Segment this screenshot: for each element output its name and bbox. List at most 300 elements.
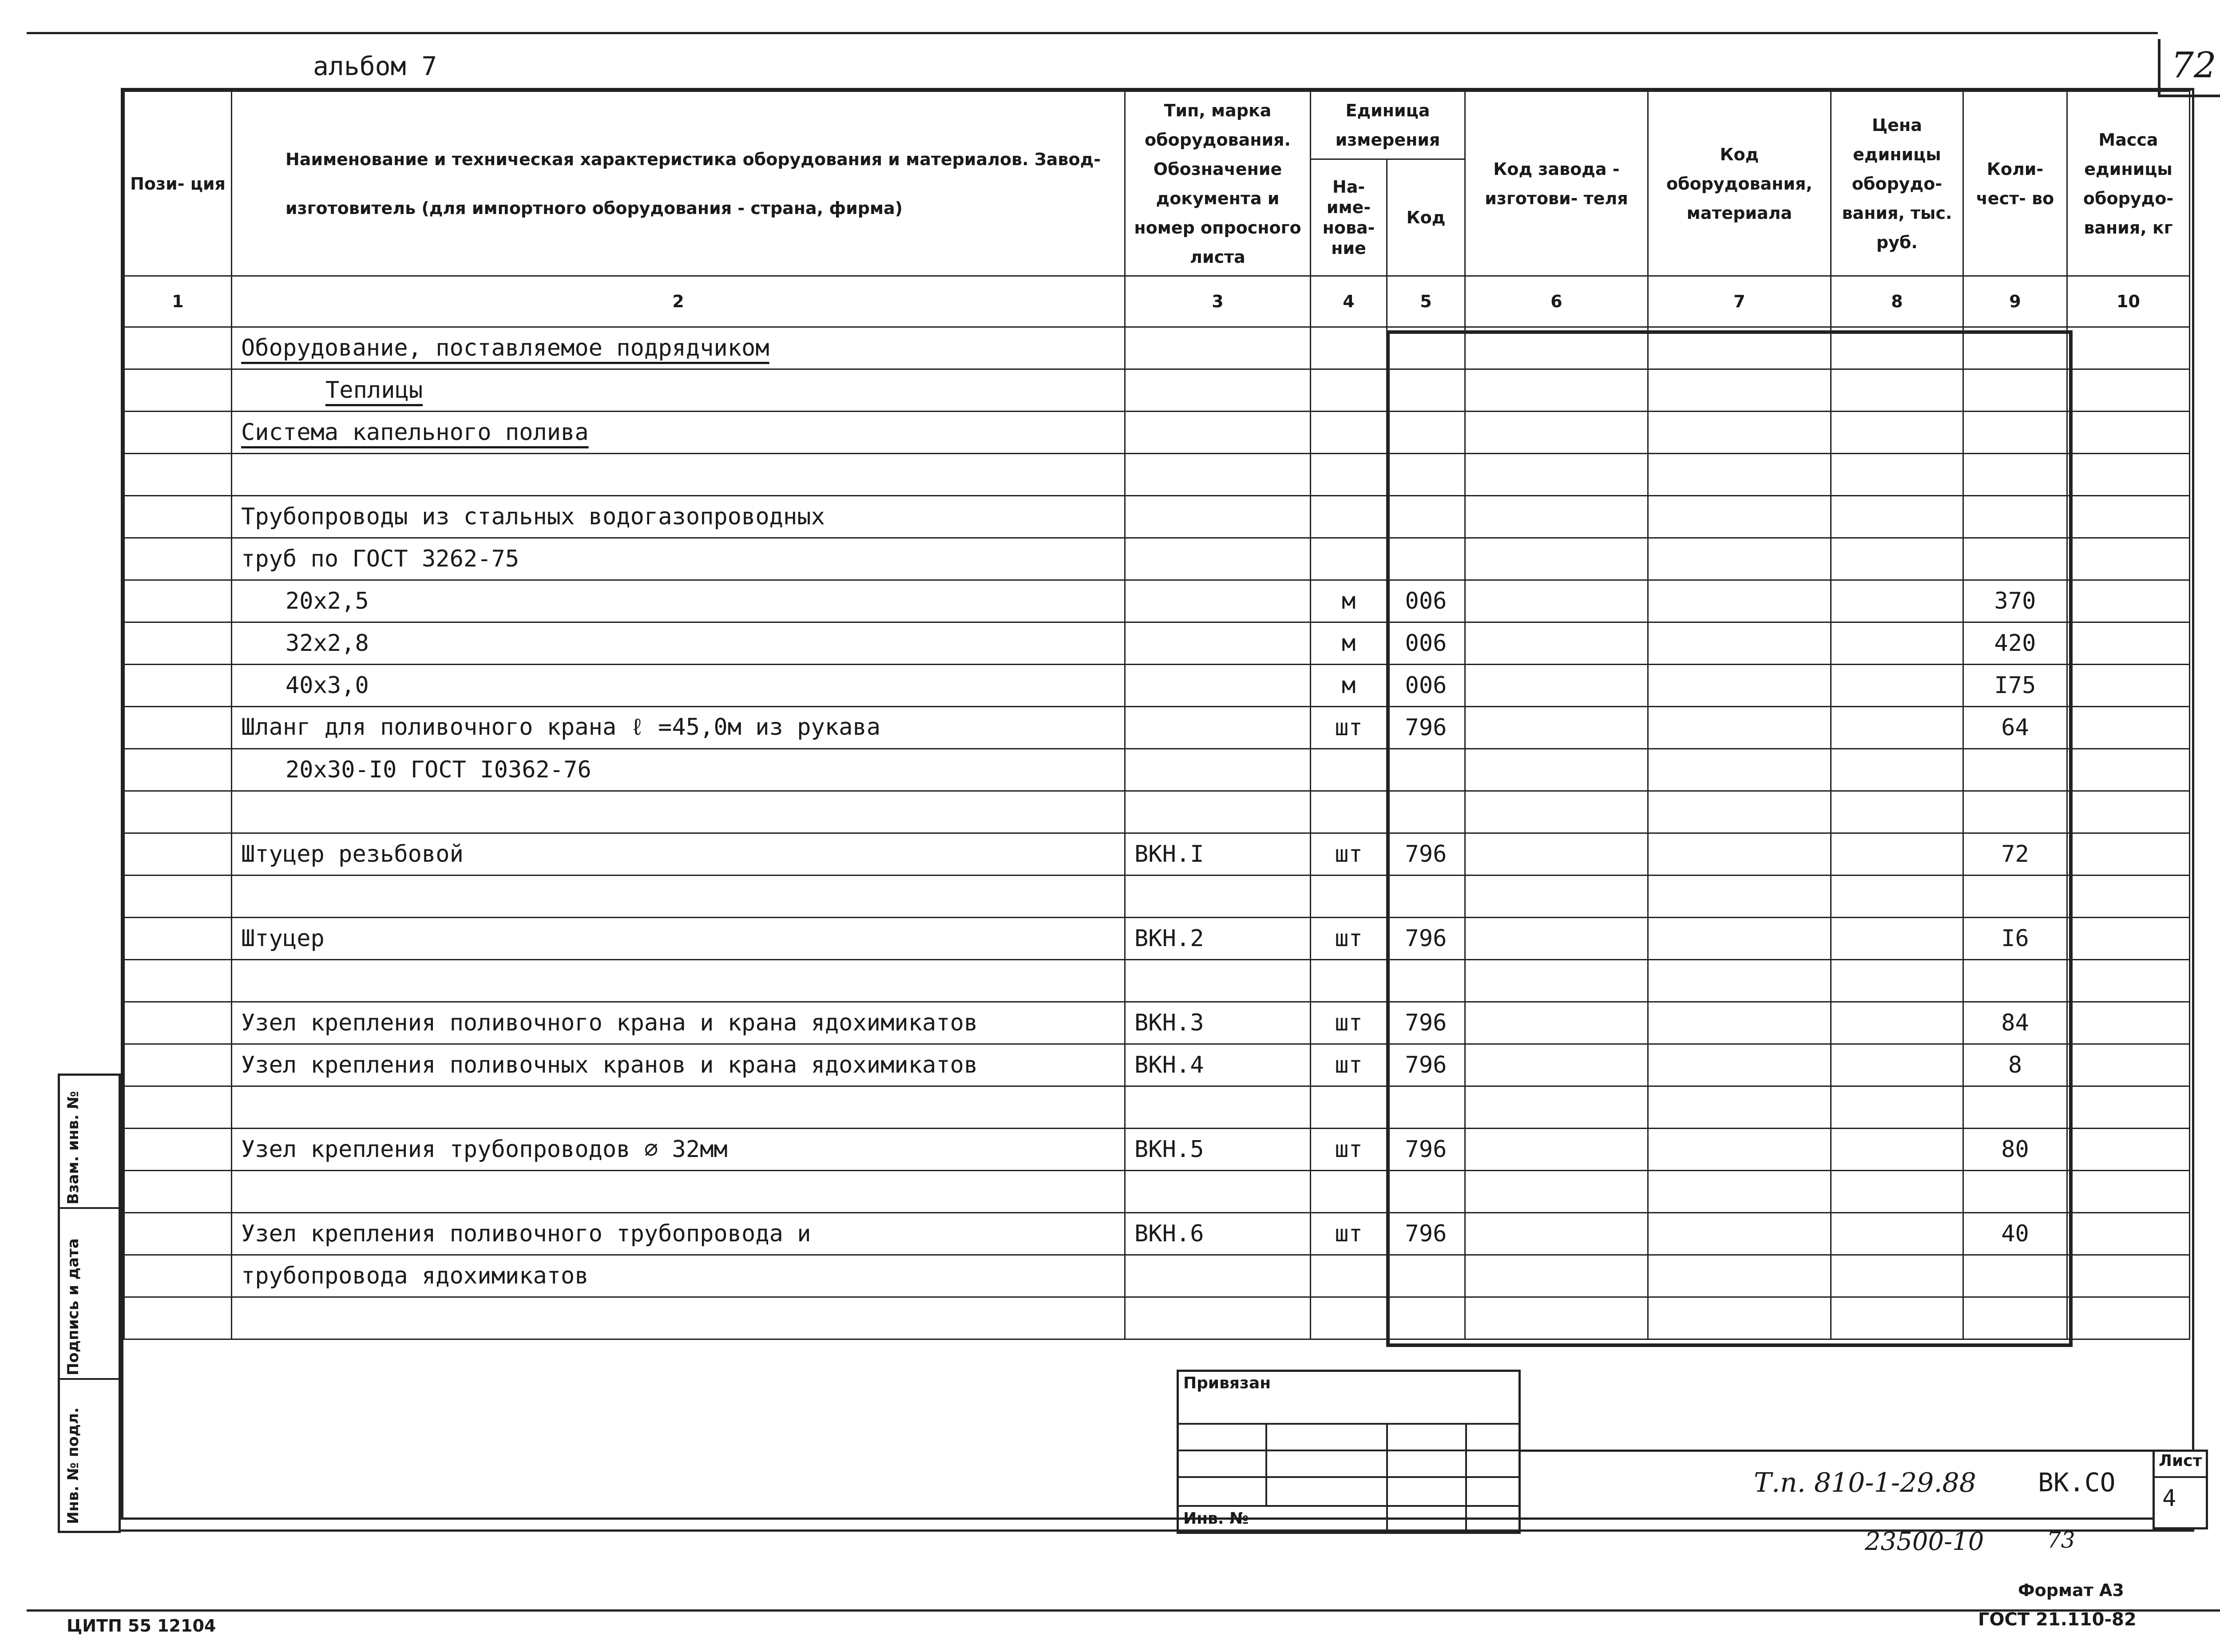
cell-equip bbox=[1648, 369, 1831, 412]
cell-price bbox=[1831, 1002, 1963, 1044]
cell-name: 40x3,0 bbox=[232, 665, 1125, 707]
cell-qty bbox=[1963, 369, 2067, 412]
cell-plant bbox=[1465, 496, 1648, 538]
cell-name: Система капельного полива bbox=[232, 412, 1125, 454]
sheet-label: Лист bbox=[2159, 1452, 2202, 1470]
cell-code: 796 bbox=[1387, 1044, 1465, 1086]
cell-pos bbox=[124, 749, 232, 791]
cell-pos bbox=[124, 918, 232, 960]
cell-code: 006 bbox=[1387, 665, 1465, 707]
table-row bbox=[124, 1002, 2190, 1044]
privyazan-row-line bbox=[1177, 1476, 1521, 1478]
cell-name: Оборудование, поставляемое подрядчиком bbox=[232, 327, 1125, 369]
cell-qty: I75 bbox=[1963, 665, 2067, 707]
cell-unit: м bbox=[1311, 665, 1387, 707]
header-pos: Пози- ция bbox=[124, 91, 232, 276]
table-body bbox=[124, 327, 2190, 1339]
cell-price bbox=[1831, 327, 1963, 369]
cell-mark: ВКН.5 bbox=[1125, 1129, 1311, 1171]
archive-number: 23500-10 bbox=[1865, 1527, 1984, 1556]
column-number-row bbox=[124, 276, 2190, 327]
cell-name: трубопровода ядохимикатов bbox=[232, 1255, 1125, 1297]
table-row bbox=[124, 707, 2190, 749]
cell-mass bbox=[2067, 1171, 2190, 1213]
cell-name bbox=[232, 876, 1125, 918]
cell-qty bbox=[1963, 1171, 2067, 1213]
cell-plant bbox=[1465, 1044, 1648, 1086]
cell-qty bbox=[1963, 538, 2067, 580]
cell-mass bbox=[2067, 707, 2190, 749]
cell-qty: 72 bbox=[1963, 833, 2067, 876]
cell-equip bbox=[1648, 496, 1831, 538]
cell-pos bbox=[124, 876, 232, 918]
table-row bbox=[124, 412, 2190, 454]
cell-qty: 370 bbox=[1963, 580, 2067, 622]
cell-mass bbox=[2067, 538, 2190, 580]
cell-equip bbox=[1648, 749, 1831, 791]
cell-pos bbox=[124, 791, 232, 833]
cell-plant bbox=[1465, 1171, 1648, 1213]
privyazan-row-line bbox=[1177, 1505, 1521, 1507]
cell-equip bbox=[1648, 1129, 1831, 1171]
privyazan-col-line bbox=[1465, 1423, 1467, 1534]
cell-unit: шт bbox=[1311, 918, 1387, 960]
cell-pos bbox=[124, 833, 232, 876]
side-cell-inv-podl bbox=[60, 1380, 119, 1531]
table-row bbox=[124, 1044, 2190, 1086]
cell-price bbox=[1831, 369, 1963, 412]
cell-mass bbox=[2067, 876, 2190, 918]
cell-name bbox=[232, 791, 1125, 833]
cell-mass bbox=[2067, 833, 2190, 876]
table-row bbox=[124, 665, 2190, 707]
cell-mark: ВКН.I bbox=[1125, 833, 1311, 876]
privyazan-row-line bbox=[1177, 1450, 1521, 1451]
cell-mark bbox=[1125, 327, 1311, 369]
table-row bbox=[124, 622, 2190, 665]
cell-plant bbox=[1465, 412, 1648, 454]
cell-name: Узел крепления поливочных кранов и крана ядохимикатов bbox=[232, 1044, 1125, 1086]
cell-qty: 64 bbox=[1963, 707, 2067, 749]
cell-code bbox=[1387, 327, 1465, 369]
cell-unit: шт bbox=[1311, 1129, 1387, 1171]
cell-equip bbox=[1648, 327, 1831, 369]
cell-qty bbox=[1963, 454, 2067, 496]
table-row bbox=[124, 580, 2190, 622]
cell-mark bbox=[1125, 369, 1311, 412]
cell-mark bbox=[1125, 1297, 1311, 1339]
cell-unit: м bbox=[1311, 580, 1387, 622]
cell-mass bbox=[2067, 454, 2190, 496]
cell-name: Узел крепления поливочного крана и крана ядохимикатов bbox=[232, 1002, 1125, 1044]
sheet-corner-number: 72 bbox=[2171, 44, 2216, 86]
col-number: 9 bbox=[1963, 276, 2067, 327]
header-unit-name: На- име- нова- ние bbox=[1311, 159, 1387, 276]
cell-unit bbox=[1311, 749, 1387, 791]
cell-qty: 84 bbox=[1963, 1002, 2067, 1044]
gost-label: ГОСТ 21.110-82 bbox=[1978, 1609, 2137, 1630]
cell-mark bbox=[1125, 580, 1311, 622]
cell-name bbox=[232, 1086, 1125, 1129]
privyazan-col-line bbox=[1265, 1423, 1267, 1505]
cell-unit: шт bbox=[1311, 1213, 1387, 1255]
col-number: 8 bbox=[1831, 276, 1963, 327]
cell-pos bbox=[124, 412, 232, 454]
cell-code: 796 bbox=[1387, 833, 1465, 876]
side-label-inv-vzam: Взам. инв. № bbox=[64, 1091, 82, 1204]
cell-unit bbox=[1311, 369, 1387, 412]
col-number: 5 bbox=[1387, 276, 1465, 327]
cell-mark: ВКН.2 bbox=[1125, 918, 1311, 960]
document-mark: ВК.СО bbox=[2038, 1467, 2116, 1497]
col-number: 4 bbox=[1311, 276, 1387, 327]
side-cell-inv-vzam bbox=[60, 1076, 119, 1209]
cell-mark: ВКН.6 bbox=[1125, 1213, 1311, 1255]
cell-unit: шт bbox=[1311, 1044, 1387, 1086]
sheet-box-divider bbox=[2153, 1476, 2208, 1478]
table-row bbox=[124, 1086, 2190, 1129]
cell-pos bbox=[124, 665, 232, 707]
col-number: 3 bbox=[1125, 276, 1311, 327]
table-row bbox=[124, 496, 2190, 538]
cell-mark: ВКН.4 bbox=[1125, 1044, 1311, 1086]
cell-mass bbox=[2067, 1255, 2190, 1297]
cell-qty bbox=[1963, 749, 2067, 791]
cell-code bbox=[1387, 454, 1465, 496]
cell-pos bbox=[124, 1044, 232, 1086]
cell-name: Штуцер bbox=[232, 918, 1125, 960]
table-row bbox=[124, 833, 2190, 876]
cell-name: Теплицы bbox=[232, 369, 1125, 412]
cell-plant bbox=[1465, 833, 1648, 876]
cell-price bbox=[1831, 876, 1963, 918]
cell-qty: I6 bbox=[1963, 918, 2067, 960]
cell-equip bbox=[1648, 1171, 1831, 1213]
cell-equip bbox=[1648, 833, 1831, 876]
cell-equip bbox=[1648, 580, 1831, 622]
cell-mark bbox=[1125, 412, 1311, 454]
header-equip-code: Код оборудования, материала bbox=[1648, 91, 1831, 276]
table-row bbox=[124, 1213, 2190, 1255]
table-row bbox=[124, 876, 2190, 918]
cell-equip bbox=[1648, 1002, 1831, 1044]
cell-pos bbox=[124, 1213, 232, 1255]
title-block-line bbox=[1521, 1450, 2194, 1452]
cell-price bbox=[1831, 1086, 1963, 1129]
cell-mark bbox=[1125, 1171, 1311, 1213]
header-unit-code: Код bbox=[1387, 159, 1465, 276]
cell-name: Штуцер резьбовой bbox=[232, 833, 1125, 876]
cell-unit bbox=[1311, 454, 1387, 496]
cell-qty: 80 bbox=[1963, 1129, 2067, 1171]
cell-plant bbox=[1465, 1129, 1648, 1171]
cell-pos bbox=[124, 1255, 232, 1297]
header-price: Цена единицы оборудо- вания, тыс. руб. bbox=[1831, 91, 1963, 276]
cell-code: 796 bbox=[1387, 707, 1465, 749]
privyazan-label: Привязан bbox=[1183, 1374, 1271, 1392]
cell-equip bbox=[1648, 1044, 1831, 1086]
top-rule bbox=[27, 32, 2158, 34]
cell-mass bbox=[2067, 369, 2190, 412]
cell-pos bbox=[124, 707, 232, 749]
col-number: 6 bbox=[1465, 276, 1648, 327]
cell-mark bbox=[1125, 960, 1311, 1002]
cell-plant bbox=[1465, 327, 1648, 369]
cell-plant bbox=[1465, 1002, 1648, 1044]
cell-mass bbox=[2067, 412, 2190, 454]
cell-name: Узел крепления трубопроводов ∅ 32мм bbox=[232, 1129, 1125, 1171]
cell-equip bbox=[1648, 412, 1831, 454]
cell-plant bbox=[1465, 918, 1648, 960]
header-unit: Единица измерения bbox=[1311, 91, 1465, 159]
cell-plant bbox=[1465, 876, 1648, 918]
cell-pos bbox=[124, 1171, 232, 1213]
header-type: Тип, марка оборудования. Обозначение документа и номер опросного листа bbox=[1125, 91, 1311, 276]
cell-unit bbox=[1311, 1255, 1387, 1297]
cell-mass bbox=[2067, 580, 2190, 622]
cell-code: 796 bbox=[1387, 1002, 1465, 1044]
header-row bbox=[124, 91, 2190, 159]
cell-pos bbox=[124, 496, 232, 538]
cell-code bbox=[1387, 369, 1465, 412]
header-name: Наименование и техническая характеристика оборудования и материалов. Завод-изготовитель (для импортного оборудования - страна, фирма) bbox=[232, 91, 1125, 276]
cell-unit: м bbox=[1311, 622, 1387, 665]
cell-code bbox=[1387, 960, 1465, 1002]
cell-plant bbox=[1465, 580, 1648, 622]
bottom-rule bbox=[27, 1609, 2220, 1612]
cell-pos bbox=[124, 454, 232, 496]
side-cell-sign-date bbox=[60, 1209, 119, 1380]
cell-mass bbox=[2067, 1213, 2190, 1255]
cell-unit: шт bbox=[1311, 1002, 1387, 1044]
cell-equip bbox=[1648, 707, 1831, 749]
cell-plant bbox=[1465, 749, 1648, 791]
inv-number-label: Инв. № bbox=[1183, 1509, 1249, 1528]
cell-mark bbox=[1125, 538, 1311, 580]
cell-plant bbox=[1465, 454, 1648, 496]
cell-mass bbox=[2067, 622, 2190, 665]
cell-unit bbox=[1311, 538, 1387, 580]
cell-qty: 8 bbox=[1963, 1044, 2067, 1086]
cell-mark bbox=[1125, 1255, 1311, 1297]
cell-unit: шт bbox=[1311, 707, 1387, 749]
cell-code: 796 bbox=[1387, 1129, 1465, 1171]
cell-name: труб по ГОСТ 3262-75 bbox=[232, 538, 1125, 580]
privyazan-col-line bbox=[1386, 1423, 1388, 1534]
cell-pos bbox=[124, 327, 232, 369]
cell-mass bbox=[2067, 665, 2190, 707]
format-label: Формат А3 bbox=[2018, 1581, 2124, 1600]
cell-mass bbox=[2067, 327, 2190, 369]
cell-equip bbox=[1648, 960, 1831, 1002]
cell-plant bbox=[1465, 538, 1648, 580]
cell-equip bbox=[1648, 876, 1831, 918]
cell-code bbox=[1387, 1086, 1465, 1129]
cell-mass bbox=[2067, 496, 2190, 538]
cell-qty bbox=[1963, 496, 2067, 538]
cell-name bbox=[232, 1171, 1125, 1213]
cell-code bbox=[1387, 791, 1465, 833]
cell-name: Шланг для поливочного крана ℓ =45,0м из рукава bbox=[232, 707, 1125, 749]
cell-equip bbox=[1648, 791, 1831, 833]
cell-price bbox=[1831, 622, 1963, 665]
cell-mass bbox=[2067, 1129, 2190, 1171]
header-plant-code: Код завода - изготови- теля bbox=[1465, 91, 1648, 276]
table-row bbox=[124, 749, 2190, 791]
cell-code bbox=[1387, 1297, 1465, 1339]
table-row bbox=[124, 538, 2190, 580]
cell-code: 796 bbox=[1387, 918, 1465, 960]
cell-qty bbox=[1963, 1086, 2067, 1129]
cell-plant bbox=[1465, 1297, 1648, 1339]
table-row bbox=[124, 1129, 2190, 1171]
cell-mass bbox=[2067, 1086, 2190, 1129]
cell-mark bbox=[1125, 876, 1311, 918]
cell-price bbox=[1831, 580, 1963, 622]
cell-pos bbox=[124, 580, 232, 622]
cell-unit bbox=[1311, 1086, 1387, 1129]
cell-unit bbox=[1311, 791, 1387, 833]
cell-pos bbox=[124, 1002, 232, 1044]
table-row bbox=[124, 791, 2190, 833]
cell-price bbox=[1831, 960, 1963, 1002]
cell-mark: ВКН.3 bbox=[1125, 1002, 1311, 1044]
cipt-code: ЦИТП 55 12104 bbox=[67, 1616, 216, 1636]
cell-price bbox=[1831, 1297, 1963, 1339]
table-row bbox=[124, 1171, 2190, 1213]
table-row bbox=[124, 918, 2190, 960]
cell-unit bbox=[1311, 960, 1387, 1002]
privyazan-row-line bbox=[1177, 1423, 1521, 1425]
specification-table bbox=[123, 91, 2190, 1340]
table-row bbox=[124, 327, 2190, 369]
cell-equip bbox=[1648, 1297, 1831, 1339]
cell-code bbox=[1387, 1255, 1465, 1297]
cell-name: Трубопроводы из стальных водогазопроводных bbox=[232, 496, 1125, 538]
cell-price bbox=[1831, 1129, 1963, 1171]
archive-sub-number: 73 bbox=[2047, 1527, 2075, 1553]
cell-name: 32x2,8 bbox=[232, 622, 1125, 665]
side-stamp bbox=[58, 1074, 121, 1533]
cell-mass bbox=[2067, 1002, 2190, 1044]
cell-mark bbox=[1125, 454, 1311, 496]
table-row bbox=[124, 369, 2190, 412]
col-number: 2 bbox=[232, 276, 1125, 327]
cell-price bbox=[1831, 1213, 1963, 1255]
cell-plant bbox=[1465, 791, 1648, 833]
cell-mark bbox=[1125, 791, 1311, 833]
cell-qty bbox=[1963, 791, 2067, 833]
cell-pos bbox=[124, 369, 232, 412]
cell-equip bbox=[1648, 538, 1831, 580]
cell-mass bbox=[2067, 1297, 2190, 1339]
table-row bbox=[124, 454, 2190, 496]
cell-name bbox=[232, 454, 1125, 496]
cell-mass bbox=[2067, 749, 2190, 791]
cell-name: Узел крепления поливочного трубопровода и bbox=[232, 1213, 1125, 1255]
cell-pos bbox=[124, 1129, 232, 1171]
col-number: 10 bbox=[2067, 276, 2190, 327]
sheet-number: 4 bbox=[2162, 1485, 2176, 1512]
cell-mass bbox=[2067, 1044, 2190, 1086]
cell-unit bbox=[1311, 1297, 1387, 1339]
side-label-sign-date: Подпись и дата bbox=[64, 1238, 82, 1375]
cell-plant bbox=[1465, 707, 1648, 749]
table-row bbox=[124, 960, 2190, 1002]
cell-plant bbox=[1465, 1213, 1648, 1255]
cell-qty bbox=[1963, 876, 2067, 918]
cell-equip bbox=[1648, 1213, 1831, 1255]
table-row bbox=[124, 1255, 2190, 1297]
cell-price bbox=[1831, 707, 1963, 749]
cell-price bbox=[1831, 665, 1963, 707]
cell-mark bbox=[1125, 665, 1311, 707]
cell-equip bbox=[1648, 918, 1831, 960]
cell-qty bbox=[1963, 327, 2067, 369]
cell-mass bbox=[2067, 960, 2190, 1002]
cell-code bbox=[1387, 496, 1465, 538]
cell-code bbox=[1387, 412, 1465, 454]
cell-name: 20x2,5 bbox=[232, 580, 1125, 622]
cell-unit bbox=[1311, 1171, 1387, 1213]
cell-name: 20x30-I0 ГОСТ I0362-76 bbox=[232, 749, 1125, 791]
table-row bbox=[124, 1297, 2190, 1339]
cell-price bbox=[1831, 538, 1963, 580]
cell-qty bbox=[1963, 960, 2067, 1002]
cell-pos bbox=[124, 1297, 232, 1339]
cell-code: 006 bbox=[1387, 622, 1465, 665]
cell-plant bbox=[1465, 369, 1648, 412]
cell-plant bbox=[1465, 1086, 1648, 1129]
cell-code bbox=[1387, 1171, 1465, 1213]
cell-code bbox=[1387, 749, 1465, 791]
cell-price bbox=[1831, 496, 1963, 538]
header-mass: Масса единицы оборудо- вания, кг bbox=[2067, 91, 2190, 276]
cell-unit bbox=[1311, 327, 1387, 369]
cell-qty bbox=[1963, 1297, 2067, 1339]
header-qty: Коли- чест- во bbox=[1963, 91, 2067, 276]
cell-equip bbox=[1648, 665, 1831, 707]
cell-equip bbox=[1648, 1086, 1831, 1129]
cell-code bbox=[1387, 876, 1465, 918]
cell-plant bbox=[1465, 960, 1648, 1002]
cell-pos bbox=[124, 960, 232, 1002]
cell-equip bbox=[1648, 1255, 1831, 1297]
cell-qty bbox=[1963, 412, 2067, 454]
cell-price bbox=[1831, 791, 1963, 833]
cell-name bbox=[232, 960, 1125, 1002]
cell-mass bbox=[2067, 791, 2190, 833]
album-label: альбом 7 bbox=[313, 51, 437, 81]
cell-code: 006 bbox=[1387, 580, 1465, 622]
cell-code: 796 bbox=[1387, 1213, 1465, 1255]
document-code: Т.п. 810-1-29.88 bbox=[1754, 1467, 1976, 1498]
col-number: 1 bbox=[124, 276, 232, 327]
cell-qty: 420 bbox=[1963, 622, 2067, 665]
cell-plant bbox=[1465, 1255, 1648, 1297]
cell-plant bbox=[1465, 622, 1648, 665]
cell-equip bbox=[1648, 454, 1831, 496]
cell-qty bbox=[1963, 1255, 2067, 1297]
cell-pos bbox=[124, 1086, 232, 1129]
cell-pos bbox=[124, 538, 232, 580]
cell-code bbox=[1387, 538, 1465, 580]
cell-price bbox=[1831, 833, 1963, 876]
cell-mass bbox=[2067, 918, 2190, 960]
cell-unit bbox=[1311, 412, 1387, 454]
col-number: 7 bbox=[1648, 276, 1831, 327]
cell-price bbox=[1831, 412, 1963, 454]
